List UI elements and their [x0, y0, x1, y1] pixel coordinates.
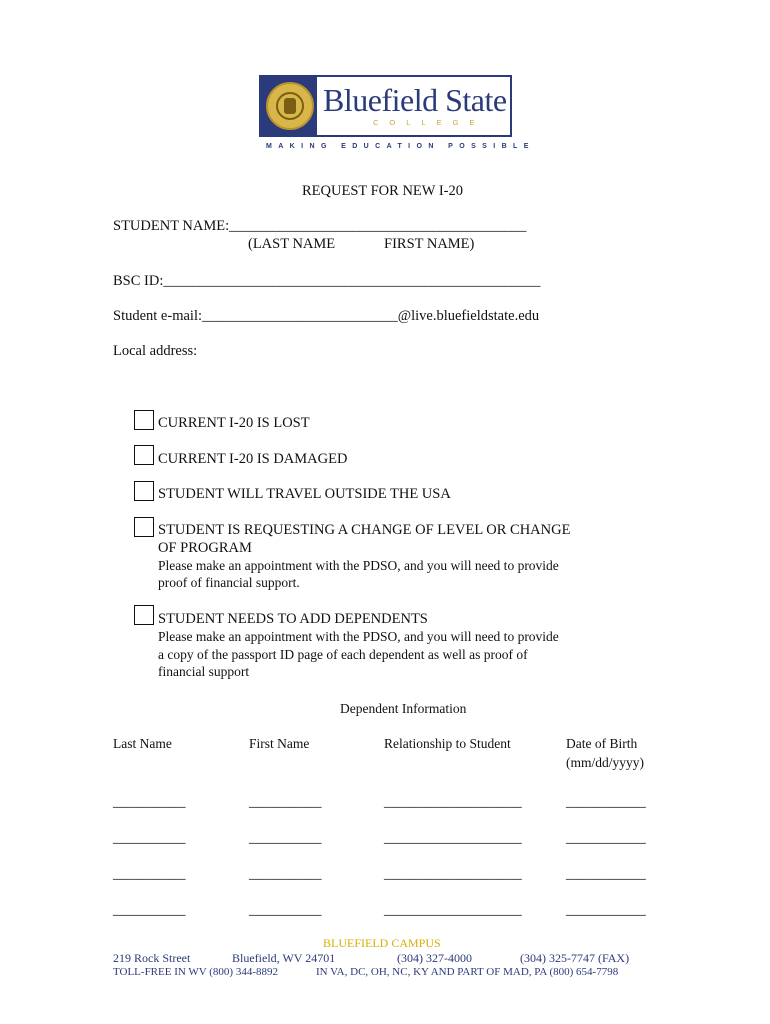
college-seal-icon [266, 82, 314, 130]
option-change-level-label-cont: OF PROGRAM [158, 540, 252, 556]
option-travel-label: STUDENT WILL TRAVEL OUTSIDE THE USA [158, 486, 451, 502]
option-add-dependents-note-2: a copy of the passport ID page of each dependent as well as proof of [158, 647, 528, 662]
local-address-label: Local address: [113, 343, 198, 359]
footer-street: 219 Rock Street [113, 951, 191, 965]
dependent-3-dob-field[interactable]: ___________ [566, 866, 646, 882]
logo-seal-panel [261, 77, 317, 135]
checkbox-change-of-level[interactable] [134, 517, 154, 537]
checkbox-i20-lost[interactable] [134, 410, 154, 430]
logo-subtitle: COLLEGE [373, 118, 486, 127]
dependent-2-dob-field[interactable]: ___________ [566, 830, 646, 846]
checkbox-travel-outside-usa[interactable] [134, 481, 154, 501]
option-add-dependents-label: STUDENT NEEDS TO ADD DEPENDENTS [158, 611, 428, 627]
dependent-1-last-field[interactable]: __________ [113, 794, 186, 810]
checkbox-add-dependents[interactable] [134, 605, 154, 625]
footer-tollfree-wv: TOLL-FREE IN WV (800) 344-8892 [113, 966, 278, 978]
dependent-2-relationship-field[interactable]: ___________________ [384, 830, 522, 846]
dependent-2-last-field[interactable]: __________ [113, 830, 186, 846]
dependent-4-last-field[interactable]: __________ [113, 902, 186, 918]
logo-name: Bluefield State [323, 82, 507, 118]
footer-fax: (304) 325-7747 (FAX) [520, 951, 630, 965]
dependent-4-first-field[interactable]: __________ [249, 902, 322, 918]
dependent-1-dob-field[interactable]: ___________ [566, 794, 646, 810]
college-logo [259, 75, 512, 137]
footer-city: Bluefield, WV 24701 [232, 951, 336, 965]
option-i20-damaged-label: CURRENT I-20 IS DAMAGED [158, 451, 348, 467]
dependent-3-first-field[interactable]: __________ [249, 866, 322, 882]
name-hint-first: FIRST NAME) [384, 236, 475, 252]
dependent-1-relationship-field[interactable]: ___________________ [384, 794, 522, 810]
col-relationship: Relationship to Student [384, 736, 511, 751]
col-date-of-birth: Date of Birth [566, 736, 638, 751]
col-last-name: Last Name [113, 736, 172, 751]
student-email-field[interactable]: Student e-mail:___________________________@live.bluefieldstate.edu [113, 308, 540, 324]
dependent-3-last-field[interactable]: __________ [113, 866, 186, 882]
local-address-field[interactable] [113, 362, 613, 398]
dependent-3-relationship-field[interactable]: ___________________ [384, 866, 522, 882]
dependent-4-relationship-field[interactable]: ___________________ [384, 902, 522, 918]
name-hint-last: (LAST NAME [248, 236, 336, 252]
option-change-level-note-2: proof of financial support. [158, 575, 300, 590]
option-change-level-label: STUDENT IS REQUESTING A CHANGE OF LEVEL OR CHANGE [158, 522, 571, 538]
option-change-level-note-1: Please make an appointment with the PDSO, and you will need to provide [158, 558, 559, 573]
option-i20-lost-label: CURRENT I-20 IS LOST [158, 415, 310, 431]
col-first-name: First Name [249, 736, 310, 751]
student-name-field[interactable]: STUDENT NAME:_________________________________________ [113, 218, 527, 234]
option-add-dependents-note-3: financial support [158, 664, 250, 679]
option-add-dependents-note-1: Please make an appointment with the PDSO, and you will need to provide [158, 629, 559, 644]
footer-campus: BLUEFIELD CAMPUS [323, 936, 441, 950]
logo-tagline: MAKING EDUCATION POSSIBLE [266, 143, 535, 150]
bsc-id-field[interactable]: BSC ID:____________________________________________________ [113, 273, 541, 289]
col-dob-format: (mm/dd/yyyy) [566, 755, 644, 770]
form-title: REQUEST FOR NEW I-20 [302, 183, 463, 199]
dependents-heading: Dependent Information [340, 701, 467, 716]
dependent-1-first-field[interactable]: __________ [249, 794, 322, 810]
dependent-4-dob-field[interactable]: ___________ [566, 902, 646, 918]
checkbox-i20-damaged[interactable] [134, 445, 154, 465]
footer-phone: (304) 327-4000 [397, 951, 472, 965]
dependent-2-first-field[interactable]: __________ [249, 830, 322, 846]
footer-tollfree-other: IN VA, DC, OH, NC, KY AND PART OF MAD, PA (800) 654-7798 [316, 966, 619, 978]
